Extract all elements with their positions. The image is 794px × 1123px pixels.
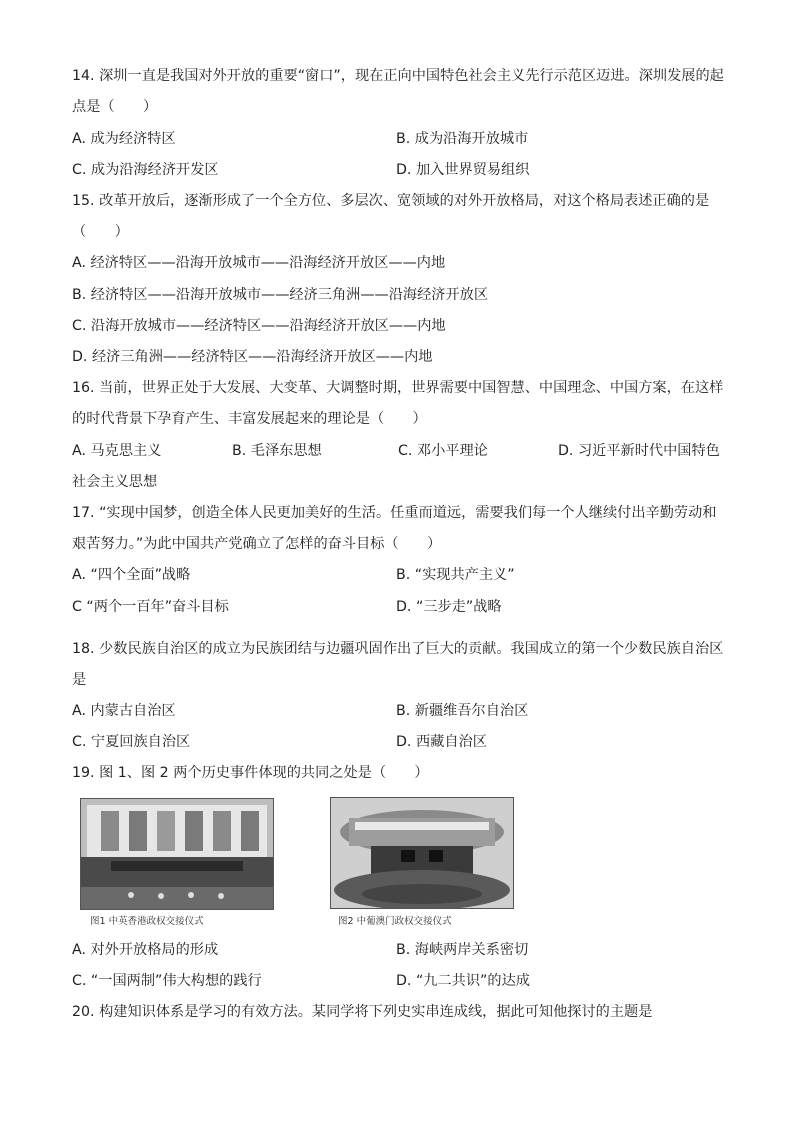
macau-handover-photo [330, 797, 514, 909]
q16-option-d[interactable]: D. 习近平新时代中国特色 [558, 443, 720, 459]
q14-stem-line2: 点是（ ） [72, 99, 158, 115]
q15-stem-line1: 15. 改革开放后，逐渐形成了一个全方位、多层次、宽领域的对外开放格局，对这个格局表述正确的是 [72, 193, 710, 209]
q16-option-c[interactable]: C. 邓小平理论 [398, 443, 488, 459]
q16-option-d-continued: 社会主义思想 [72, 474, 158, 490]
q19-option-c[interactable]: C. “一国两制”伟大构想的践行 [72, 973, 262, 989]
q17-option-a[interactable]: A. “四个全面”战略 [72, 567, 191, 583]
q16-stem-line1: 16. 当前，世界正处于大发展、大变革、大调整时期，世界需要中国智慧、中国理念、中国方案，在这样 [72, 380, 724, 396]
q17-option-b[interactable]: B. “实现共产主义” [396, 567, 515, 583]
q15-option-b[interactable]: B. 经济特区——沿海开放城市——经济三角洲——沿海经济开放区 [72, 287, 489, 303]
q14-option-d[interactable]: D. 加入世界贸易组织 [396, 162, 530, 178]
q17-option-c[interactable]: C “两个一百年”奋斗目标 [72, 599, 229, 615]
figure-2 [330, 797, 514, 929]
figure-1 [80, 798, 274, 928]
q15-stem-line2: （ ） [72, 224, 129, 240]
q14-option-b[interactable]: B. 成为沿海开放城市 [396, 131, 529, 147]
figure-1-caption: 图1 中英香港政权交接仪式 [90, 916, 204, 927]
q18-stem-line1: 18. 少数民族自治区的成立为民族团结与边疆巩固作出了巨大的贡献。我国成立的第一个少数民族自治区 [72, 641, 724, 657]
q20-stem-line1: 20. 构建知识体系是学习的有效方法。某同学将下列史实串连成线，据此可知他探讨的主题是 [72, 1004, 653, 1020]
q19-option-d[interactable]: D. “九二共识”的达成 [396, 973, 530, 989]
q19-option-b[interactable]: B. 海峡两岸关系密切 [396, 942, 529, 958]
q14-stem-line1: 14. 深圳一直是我国对外开放的重要“窗口”，现在正向中国特色社会主义先行示范区迈进。深圳发展的起 [72, 68, 724, 84]
q19-option-a[interactable]: A. 对外开放格局的形成 [72, 942, 219, 958]
hong-kong-handover-photo [80, 798, 274, 910]
macau-handover-illustration [331, 798, 513, 908]
q14-option-c[interactable]: C. 成为沿海经济开发区 [72, 162, 219, 178]
q18-option-a[interactable]: A. 内蒙古自治区 [72, 703, 176, 719]
hong-kong-handover-illustration [81, 799, 273, 909]
q14-option-a[interactable]: A. 成为经济特区 [72, 131, 176, 147]
q15-option-d[interactable]: D. 经济三角洲——经济特区——沿海经济开放区——内地 [72, 349, 433, 365]
q15-option-c[interactable]: C. 沿海开放城市——经济特区——沿海经济开放区——内地 [72, 318, 446, 334]
q19-stem-line1: 19. 图 1、图 2 两个历史事件体现的共同之处是（ ） [72, 765, 429, 781]
q16-stem-line2: 的时代背景下孕育产生、丰富发展起来的理论是（ ） [72, 411, 427, 427]
q18-stem-line2: 是 [72, 672, 87, 688]
q17-stem-line1: 17. “实现中国梦，创造全体人民更加美好的生活。任重而道远，需要我们每一个人继续付出辛勤劳动和 [72, 505, 717, 521]
q16-option-a[interactable]: A. 马克思主义 [72, 443, 162, 459]
q18-option-c[interactable]: C. 宁夏回族自治区 [72, 734, 191, 750]
q17-option-d[interactable]: D. “三步走”战略 [396, 599, 502, 615]
q18-option-d[interactable]: D. 西藏自治区 [396, 734, 487, 750]
q17-stem-line2: 艰苦努力。”为此中国共产党确立了怎样的奋斗目标（ ） [72, 536, 442, 552]
q15-option-a[interactable]: A. 经济特区——沿海开放城市——沿海经济开放区——内地 [72, 255, 446, 271]
figure-2-caption: 图2 中葡澳门政权交接仪式 [338, 916, 452, 927]
q18-option-b[interactable]: B. 新疆维吾尔自治区 [396, 703, 529, 719]
q16-option-b[interactable]: B. 毛泽东思想 [232, 443, 322, 459]
